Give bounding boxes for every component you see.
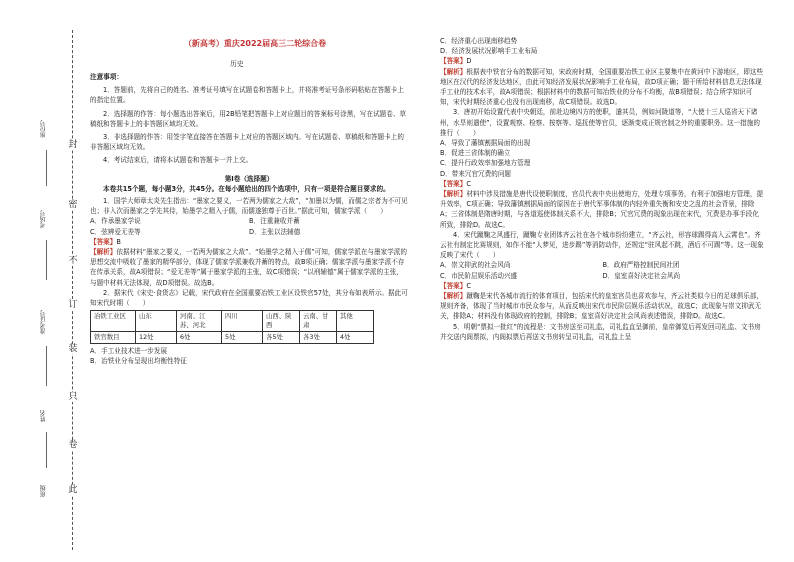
table-cell: 各3处	[300, 332, 337, 344]
question-3-analysis: 【解析】材料中涉及措施是唐代设使职制度，官员代表中央出使地方，处理专项事务，有利于加强地方管理，提升效率，C项正确；导致藩镇割据局面的原因在于唐代军事体制的内轻外重失衡和安史之乱的社会背景，排除A；三省体制是隋唐时期，与各道巡使体制关系不大，排除B；冗官冗费的现象出现在宋代，冗费是办事手段化所致，排除D。故选C。	[440, 190, 764, 229]
table-cell: 6处	[177, 332, 222, 344]
question-4-answer: 【答案】C	[440, 281, 471, 290]
question-4-analysis: 【解析】蹴鞠是宋代各城市流行的体育项目，包括宋代的皇室宫员也喜欢参与，齐云社类似今日的足球俱乐部，规则齐备，体现了当时城市市民众参与，从而反映出宋代市民阶层娱乐活动状况，故选C；此现象与崇文抑武无关，排除A；材料没有体现政府的控制，排除B；皇室喜好决定社会风尚表述错误，排除D。故选C。	[440, 292, 764, 321]
blank-line	[46, 240, 47, 280]
table-cell: 冶铁工业区	[91, 311, 136, 332]
table-row	[91, 332, 374, 344]
option: A．作承墨家学说	[90, 217, 141, 226]
option: C．市民阶层娱乐活动兴盛	[440, 271, 518, 280]
table-cell: 铁官数目	[91, 332, 136, 344]
seal-char: 不	[68, 256, 78, 266]
notes-heading: 注意事项：	[90, 73, 123, 81]
question-1-answer: 【答案】B	[90, 237, 121, 246]
seal-line	[72, 30, 73, 550]
note-item: 1．答题前，先将自己的姓名、准考证号填写在试题卷和答题卡上，并将准考证号条形码粘贴在答题卡上的指定位置。	[90, 86, 404, 105]
exam-id-field: 准考证号	[40, 310, 47, 334]
seal-char: 只	[68, 392, 78, 402]
class-field: 班级	[40, 485, 47, 497]
seat-number-field: 座位号	[40, 120, 47, 138]
exam-title: （新高考）重庆2022届高三二轮综合卷	[183, 39, 327, 48]
note-item: 2．选择题的作答：每小题选出答案后，用2B铅笔把答题卡上对应题目的答案标号涂黑，写在试题卷、草稿纸和答题卡上的非答题区域均无效。	[90, 109, 407, 128]
option: C．提升行政效率加强地方管理	[440, 159, 531, 168]
note-item: 4．考试结束后，请将本试题卷和答题卡一并上交。	[103, 156, 253, 165]
question-1-analysis: 【解析】依据材料“墨家之要义，一若两为儒家之大敌”、“始墨学之精入于儒”可知，儒家学派在与墨家学派的思想交流中吸收了墨家的精华部分，体现了儒家学派兼收并蓄的特点，故B项正确；儒家学派与墨家学派不存在传承关系，故A项错误；“爱无差等”属于墨家学派的主张，故C项错误；“以刑辅德”属于儒家学派的主张，与题中材料无法体现，故D项错误。故选B。	[90, 248, 407, 287]
question-3-stem: 3．唐初开始设置代表中央朝廷，前赴边境四方的使职，遣其员，例如河陇道等，“大使十三人巡省天下诸州，水旱则遣使”，设置观察、检察、按察等、巡抚使等官员，逐渐变成正规官制之外的重要职务。这一措施的推行（ ）	[440, 108, 760, 137]
exam-room-field: 考场号	[40, 210, 47, 228]
blank-line	[46, 346, 47, 386]
option: B．政府严格控制民间社团	[602, 261, 680, 270]
table-cell: 四川	[222, 311, 263, 332]
table-cell: 5处	[222, 332, 263, 344]
table-cell: 山东	[136, 311, 177, 332]
seal-char: 订	[68, 300, 78, 310]
option: B．促进三省体制的确立	[440, 149, 511, 158]
option: A．手工业技术进一步发展	[90, 347, 168, 356]
right-column	[440, 36, 765, 342]
table-cell: 云南、甘肃	[300, 311, 337, 332]
option: B．注重兼收并蓄	[249, 217, 300, 226]
name-field: 姓名	[40, 410, 47, 422]
binding-margin	[0, 0, 92, 562]
seal-char: 封	[68, 140, 78, 150]
question-2-analysis: 【解析】根据表中铁官分布的数据可知，宋政府时期，全国重要冶铁工业区主要集中在黄河中下游地区，即这些地区在汉代的经济发达地区，由此可知经济发展状况影响手工业布局，故D项正确；题干所给材料信息无法体现手工业的技术水平，故A项错误；根据材料中的数据可知冶铁业的分布不均衡，故B项错误；结合所学知识可知，宋代时期经济重心也没有出现南移，故C项错误。故选D。	[440, 67, 764, 107]
question-1-options	[90, 216, 408, 226]
subject-label: 历史	[230, 60, 244, 68]
option: A．崇文抑武的社会风尚	[440, 261, 511, 270]
section-title: 第Ⅰ卷（选择题）	[224, 174, 274, 183]
option: D．皇室喜好决定社会风尚	[602, 271, 681, 280]
question-2-table	[90, 310, 374, 344]
left-column	[90, 72, 408, 367]
seal-char: 密	[68, 200, 78, 210]
question-2-answer: 【答案】D	[440, 57, 472, 66]
option: D．带来冗官冗费的问题	[440, 169, 512, 178]
table-cell: 各5处	[263, 332, 300, 344]
seal-char: 此	[68, 485, 78, 495]
table-cell: 4处	[337, 332, 374, 344]
seal-char: 装	[68, 344, 78, 354]
question-4-options	[440, 260, 765, 270]
question-5-stem: 5．明朝“票拟一批红”的流程是：文书房送至司礼监，司礼监直呈御前，皇帝御览后再发回司礼监、文书房并交送内阁票拟，内阁拟票后再送文书房转呈司礼监，司礼监上呈	[440, 322, 761, 341]
option: D．主张以法辅德	[249, 227, 301, 236]
question-2-stem: 2．据宋代《宋史·食货志》记载，宋代政府在全国重要冶铁工业区设铁官57处，其分布如表所示。据此可知宋代时期（ ）	[90, 288, 408, 308]
blank-line	[46, 150, 47, 186]
table-cell: 山西、陕西	[263, 311, 300, 332]
blank-line	[46, 432, 47, 468]
table-cell: 12处	[136, 332, 177, 344]
option: C．弦辨爱无差等	[90, 227, 141, 236]
note-item: 3．非选择题的作答：用签字笔直接答在答题卡上对应的答题区域内。写在试题卷、草稿纸和答题卡上的非答题区域均无效。	[90, 133, 404, 152]
table-cell: 河南、江苏、河北	[177, 311, 222, 332]
question-1-stem: 1．国学大师章太炎先生指出：“墨家之要义，一若两为儒家之大敌”，“加墨以为儒，而儒之宗者为不可见也；非入次而墨家之学先其侍，始墨学之精入于儒，而儒遂独尊于百世。”据此可知，儒家学派（ ）	[90, 197, 408, 216]
option: C．经济重心出现南移趋势	[440, 37, 518, 45]
option: D．经济发展状况影响手工业布局	[440, 47, 538, 56]
section-intro: 本卷共15个题，每小题3分，共45分。在每小题给出的四个选项中，只有一项是符合题目要求的。	[103, 184, 390, 193]
seal-char: 卷	[68, 440, 78, 450]
table-row	[91, 311, 374, 332]
option: A．导致了藩镇割据局面的出现	[440, 139, 531, 148]
question-4-stem: 4．宋代蹴鞠之风盛行，蹴鞠专业团体齐云社在各个城市纷纷建立，“齐云社，形容球踢得高入云霄也”。齐云社有制定比赛规则，如作不能“人梦见，进步踢”等消防动作，还规定“驻风起不跳，酒后不可踢”等。这一现象反映了宋代（ ）	[440, 230, 764, 260]
table-cell: 其他	[337, 311, 374, 332]
option: B．冶铁业分布呈现出均衡性特征	[90, 357, 187, 366]
question-3-answer: 【答案】C	[440, 179, 471, 188]
